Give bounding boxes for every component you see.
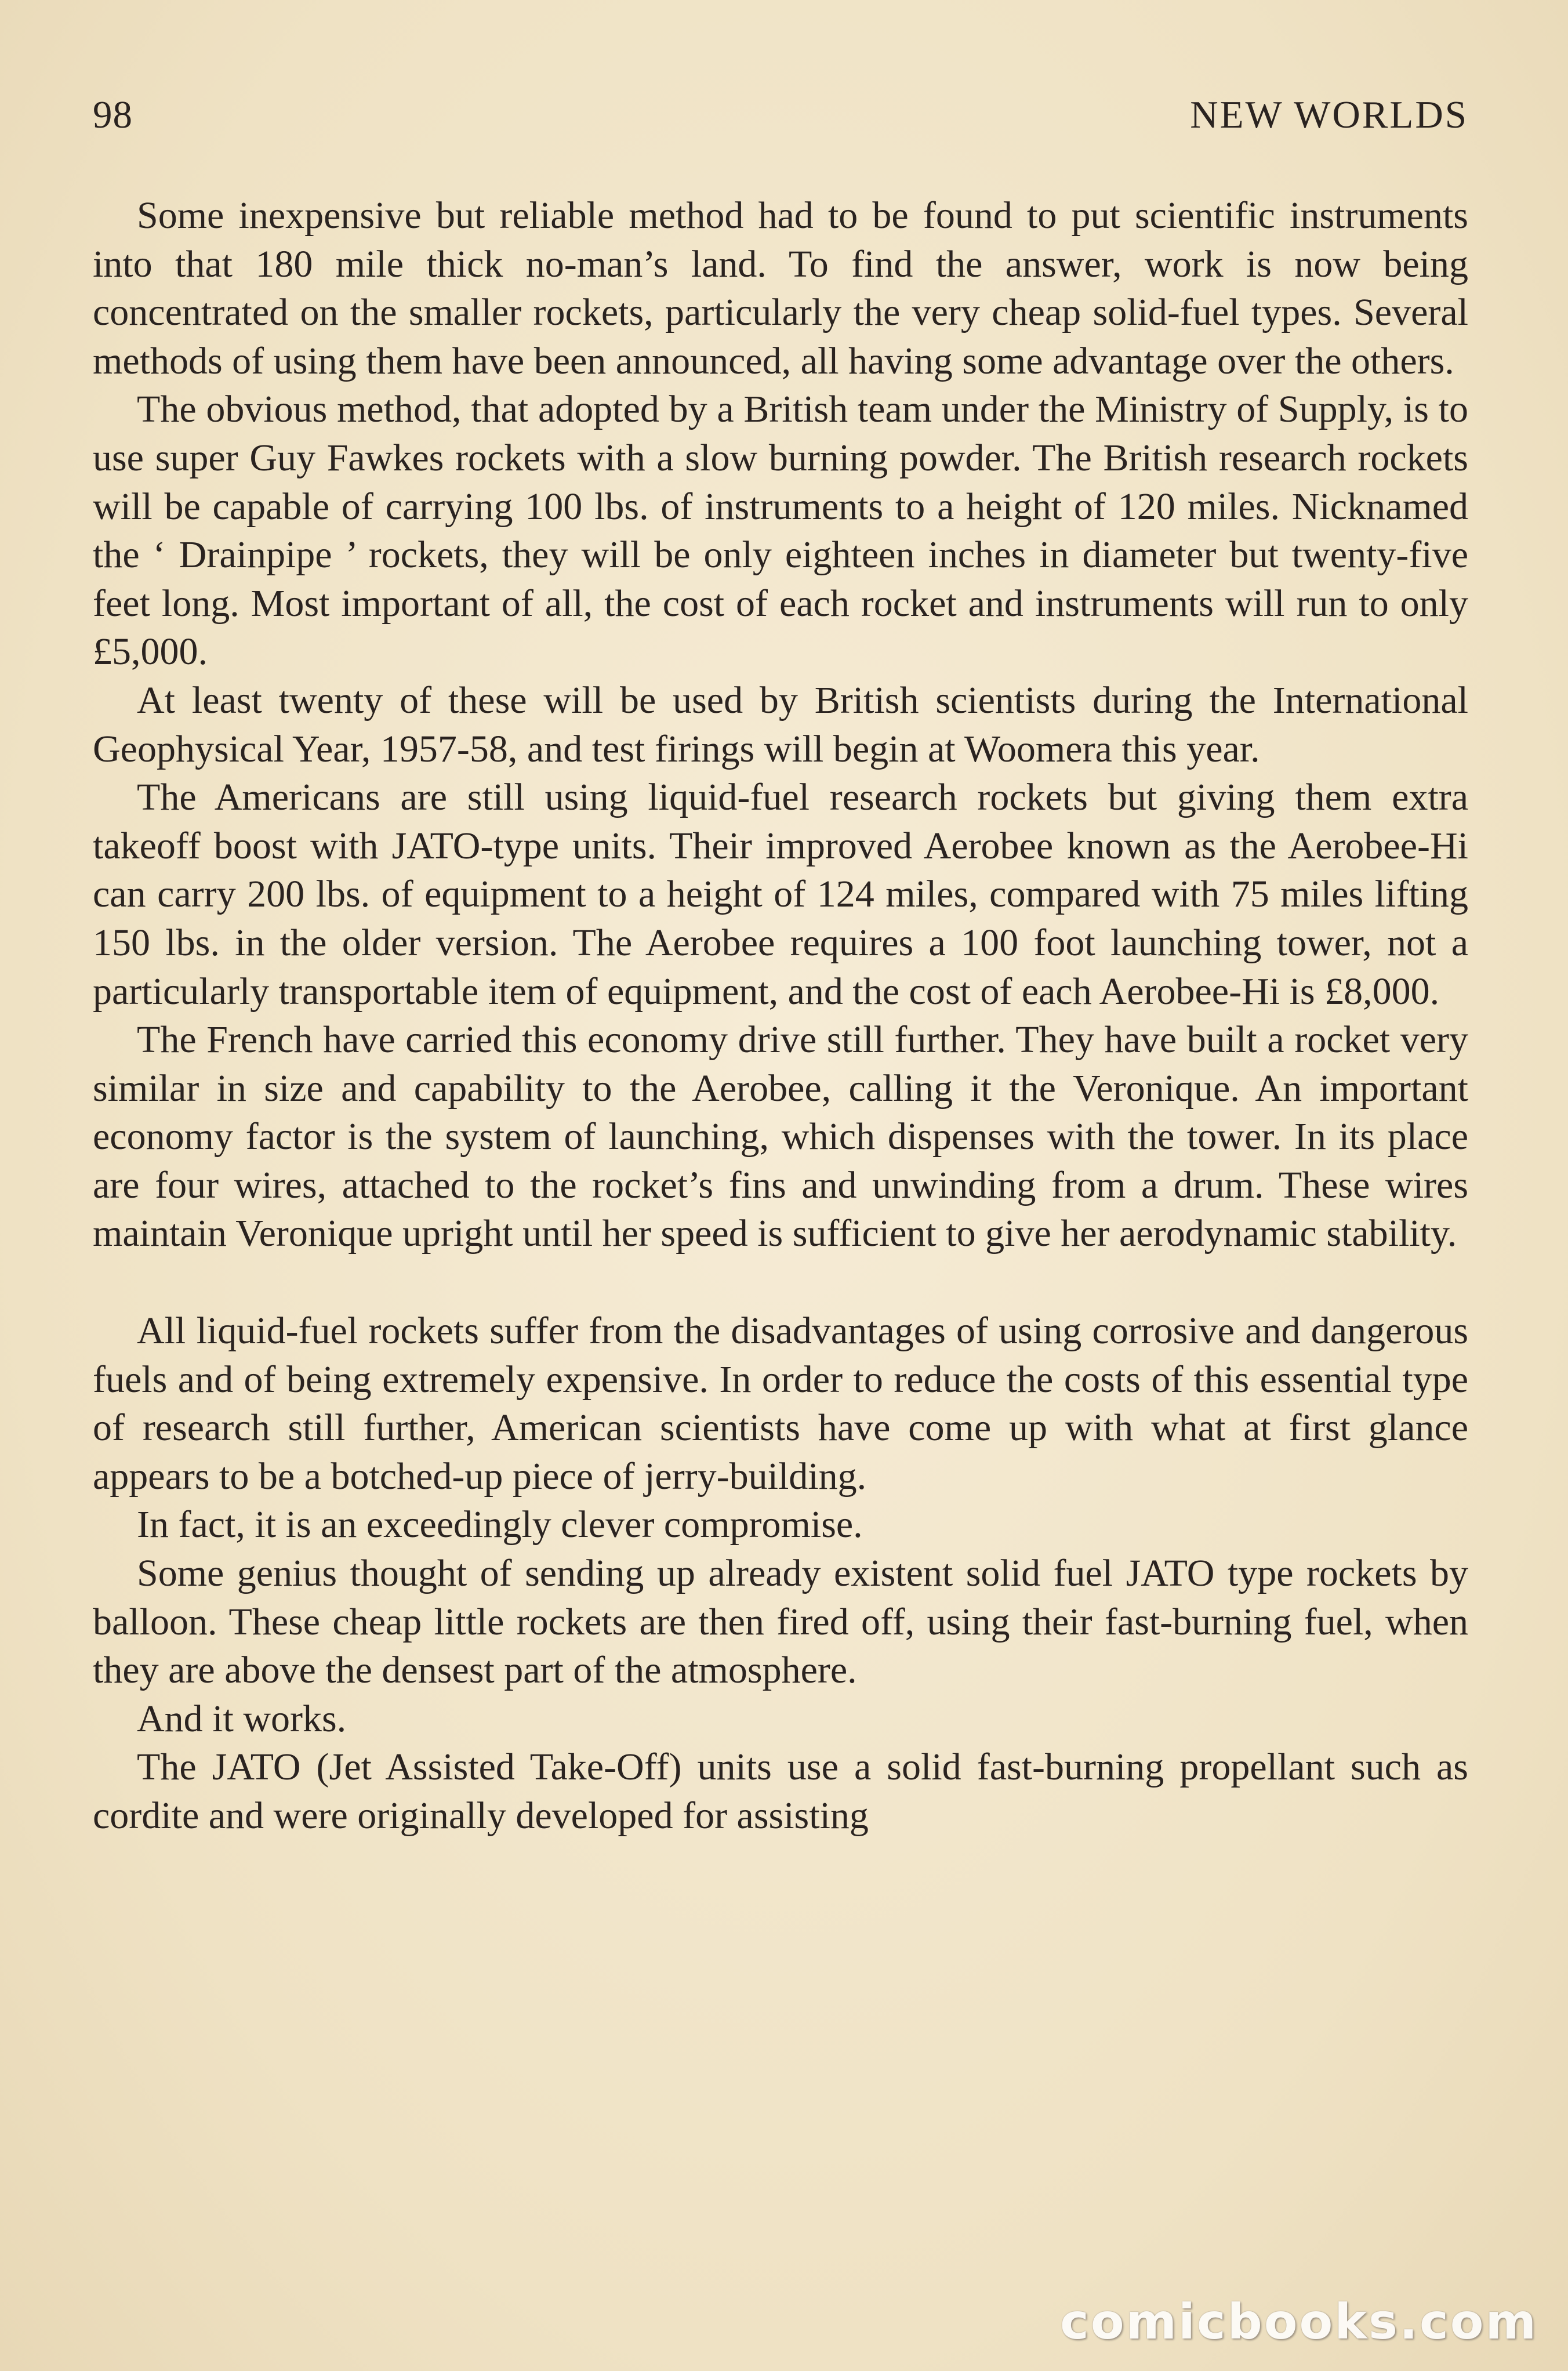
running-head	[93, 93, 1468, 145]
paragraph-geophysical-year: At least twenty of these will be used by British scientists during the International Geophysical Year, 1957-58, and test firings will begin at Woomera this year.	[93, 679, 1468, 770]
paragraph-it-works: And it works.	[137, 1697, 347, 1740]
paragraph-veronique: The French have carried this economy drive still further. They have built a rocket very similar in size and capability to the Aerobee, calling it the Veronique. An important economy factor is the system of launching, which dispenses with the tower. In its place are four wires, attached to the rocket’s fins and unwinding from a drum. These wires maintain Veronique upright until her speed is sufficient to give her aerodynamic stability.	[93, 1018, 1468, 1255]
paragraph-no-mans-land: Some inexpensive but reliable method had to be found to put scientific instruments into that 180 mile thick no-man’s land. To find the answer, work is now being concentrated on the smaller rockets, particularly the very cheap solid-fuel types. Several methods of using them have been announced, all having some advantage over the others.	[93, 194, 1468, 382]
body-text	[93, 191, 1468, 1840]
paragraph-compromise: In fact, it is an exceedingly clever compromise.	[137, 1503, 863, 1546]
paragraph-aerobee: The Americans are still using liquid-fuel research rockets but giving them extra takeoff boost with JATO-type units. Their improved Aerobee known as the Aerobee-Hi can carry 200 lbs. of equipment to a height of 124 miles, compared with 75 miles lifting 150 lbs. in the older version. The Aerobee requires a 100 foot launching tower, not a particularly transportable item of equipment, and the cost of each Aerobee-Hi is £8,000.	[93, 776, 1468, 1013]
watermark-logo: comicbooks.com	[1060, 2293, 1538, 2350]
paragraph-liquid-fuel: All liquid-fuel rockets suffer from the disadvantages of using corrosive and dangerous fuels and of being extremely expensive. In order to reduce the costs of this essential type of research still further, American scientists have come up with what at first glance appears to be a botched-up piece of jerry-building.	[93, 1310, 1468, 1498]
section-break	[93, 1258, 1468, 1307]
paragraph-drainpipe-rockets: The obvious method, that adopted by a British team under the Ministry of Supply, is to use super Guy Fawkes rockets with a slow burning powder. The British research rockets will be capable of carrying 100 lbs. of instruments to a height of 120 miles. Nicknamed the ‘ Drainpipe ’ rockets, they will be only eighteen inches in diameter but twenty-five feet long. Most important of all, the cost of each rocket and instruments will run to only £5,000.	[93, 388, 1468, 673]
paragraph-balloon: Some genius thought of sending up already existent solid fuel JATO type rockets by balloon. These cheap little rockets are then fired off, using their fast-burning fuel, when they are above the densest part of the atmosphere.	[93, 1552, 1468, 1692]
paragraph-jato-units: The JATO (Jet Assisted Take-Off) units use a solid fast-burning propellant such as cordite and were originally developed for assisting	[93, 1746, 1468, 1837]
running-title: NEW WORLDS	[1190, 93, 1468, 136]
page-number: 98	[93, 93, 133, 136]
